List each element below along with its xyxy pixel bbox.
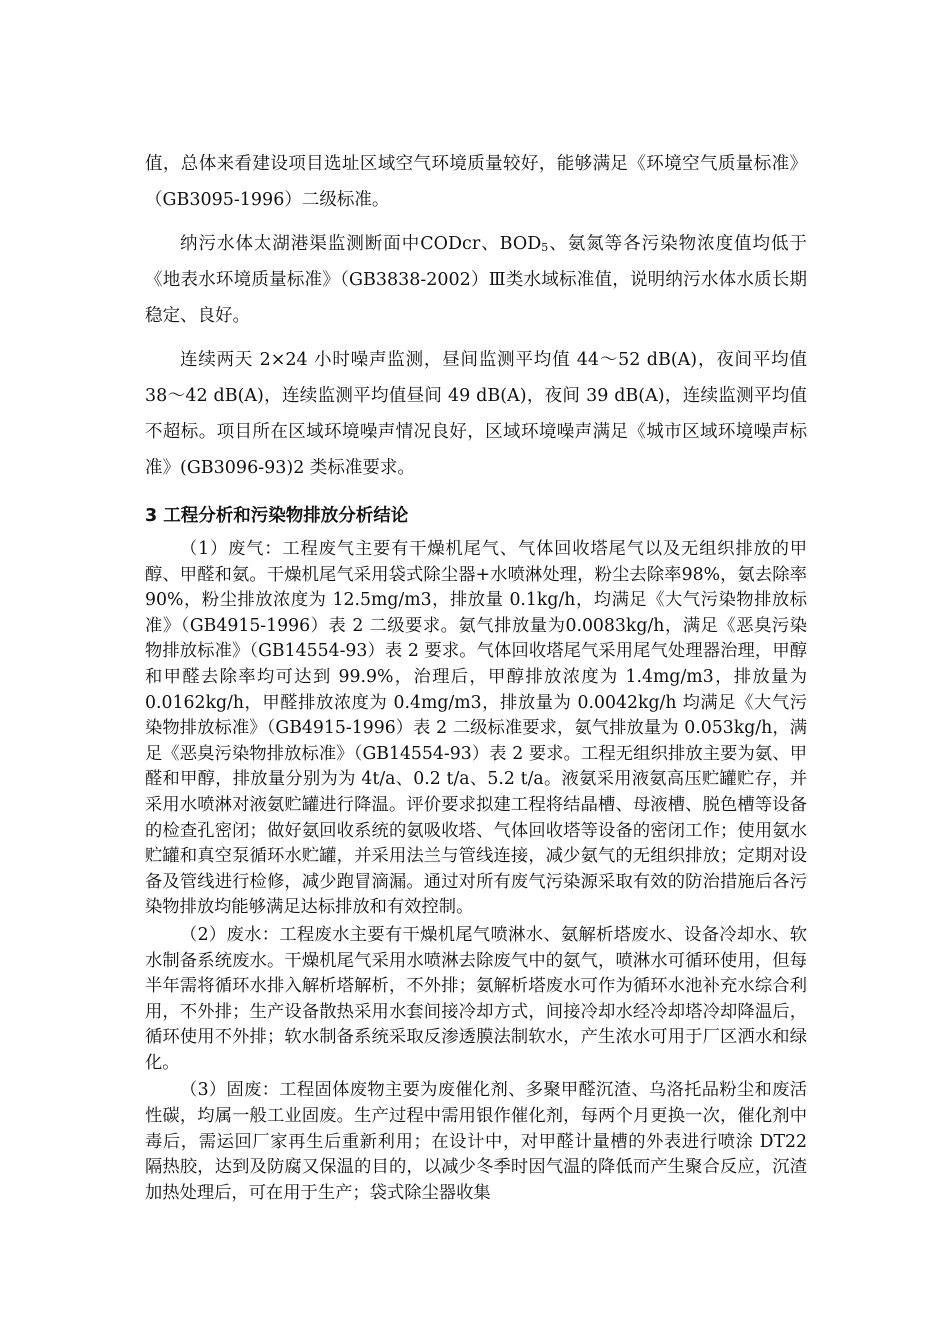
waste-water-paragraph: （2）废水：工程废水主要有干燥机尾气喷淋水、氨解析塔废水、设备冷却水、软水制备系统废水。干燥机尾气采用水喷淋去除废气中的氨气，喷淋水可循环使用，但每半年需将循环水排入解析塔解析，不外排；氨解析塔废水可作为循环水池补充水综合利用，不外排；生产设备散热采用水套间接冷却方式，间接冷却水经冷却塔冷却降温后，循环使用不外排；软水制备系统采取反渗透膜法制软水，产生浓水可用于厂区洒水和绿化。 bbox=[145, 924, 807, 1073]
waste-gas-paragraph: （1）废气：工程废气主要有干燥机尾气、气体回收塔尾气以及无组织排放的甲醇、甲醛和氨。干燥机尾气采用袋式除尘器+水喷淋处理，粉尘去除率98%，氨去除率 90%，粉尘排放浓度为 12.5mg/m3，排放量 0.1kg/h，均满足《大气污染物排放标准》（GB4915-1996）表 2 二级要求。氨气排放量为0.0083kg/h，满足《恶臭污染物排放标准》（GB14554-93）表 2 要求。气体回收塔尾气采用尾气处理器治理，甲醇和甲醛去除率均可达到 99.9%，治理后，甲醇排放浓度为 1.4mg/m3，排放量为 0.0162kg/h，甲醛排放浓度为 0.4mg/m3，排放量为 0.0042kg/h 均满足《大气污染物排放标准》（GB4915-1996）表 2 二级标准要求，氨气排放量为 0.053kg/h，满足《恶臭污染物排放标准》（GB14554-93）表 2 要求。工程无组织排放主要为氨、甲醛和甲醇，排放量分别为为 4t/a、0.2 t/a、5.2 t/a。液氨采用液氨高压贮罐贮存，并采用水喷淋对液氨贮罐进行降温。评价要求拟建工程将结晶槽、母液槽、脱色槽等设备的检查孔密闭；做好氨回收系统的氨吸收塔、气体回收塔等设备的密闭工作；使用氨水贮罐和真空泵循环水贮罐，并采用法兰与管线连接，减少氨气的无组织排放；定期对设备及管线进行检修，减少跑冒滴漏。通过对所有废气污染源采取有效的防治措施后各污染物排放均能够满足达标排放和有效控制。 bbox=[145, 539, 807, 918]
solid-waste-paragraph: （3）固废：工程固体废物主要为废催化剂、多聚甲醛沉渣、乌洛托品粉尘和废活性碳，均属一般工业固废。生产过程中需用银作催化剂，每两个月更换一次，催化剂中毒后，需运回厂家再生后重新利用；在设计中，对甲醛计量槽的外表进行喷涂 DT22 隔热胶，达到及防腐又保温的目的，以减少冬季时因气温的降低而产生聚合反应，沉渣加热处理后，可在用于生产；袋式除尘器收集 bbox=[145, 1080, 807, 1203]
surface-water-text-end: 、氨氮等各污染物浓度值均低于《地表水环境质量标准》（GB3838-2002）Ⅲ类水域标准值，说明纳污水体水质长期稳定、良好。 bbox=[145, 234, 808, 326]
environment-quality-summary bbox=[145, 146, 807, 494]
air-quality-paragraph: 值，总体来看建设项目选址区域空气环境质量较好，能够满足《环境空气质量标准》（GB3095-1996）二级标准。 bbox=[145, 154, 807, 210]
surface-water-text-start: 纳污水体太湖港渠监测断面中CODcr、BOD bbox=[180, 234, 542, 254]
bod-subscript: 5 bbox=[541, 241, 549, 254]
noise-paragraph: 连续两天 2×24 小时噪声监测，昼间监测平均值 44～52 dB(A)，夜间平均值 38～42 dB(A)，连续监测平均值昼间 49 dB(A)，夜间 39 dB(A)，连续监测平均值不超标。项目所在区域环境噪声情况良好，区域环境噪声满足《城市区域环境噪声标准》(GB3096-93)2 类标准要求。 bbox=[145, 350, 807, 478]
surface-water-paragraph bbox=[145, 226, 807, 334]
engineering-analysis-body bbox=[145, 537, 807, 1208]
section-heading: 3 工程分析和污染物排放分析结论 bbox=[145, 506, 409, 526]
